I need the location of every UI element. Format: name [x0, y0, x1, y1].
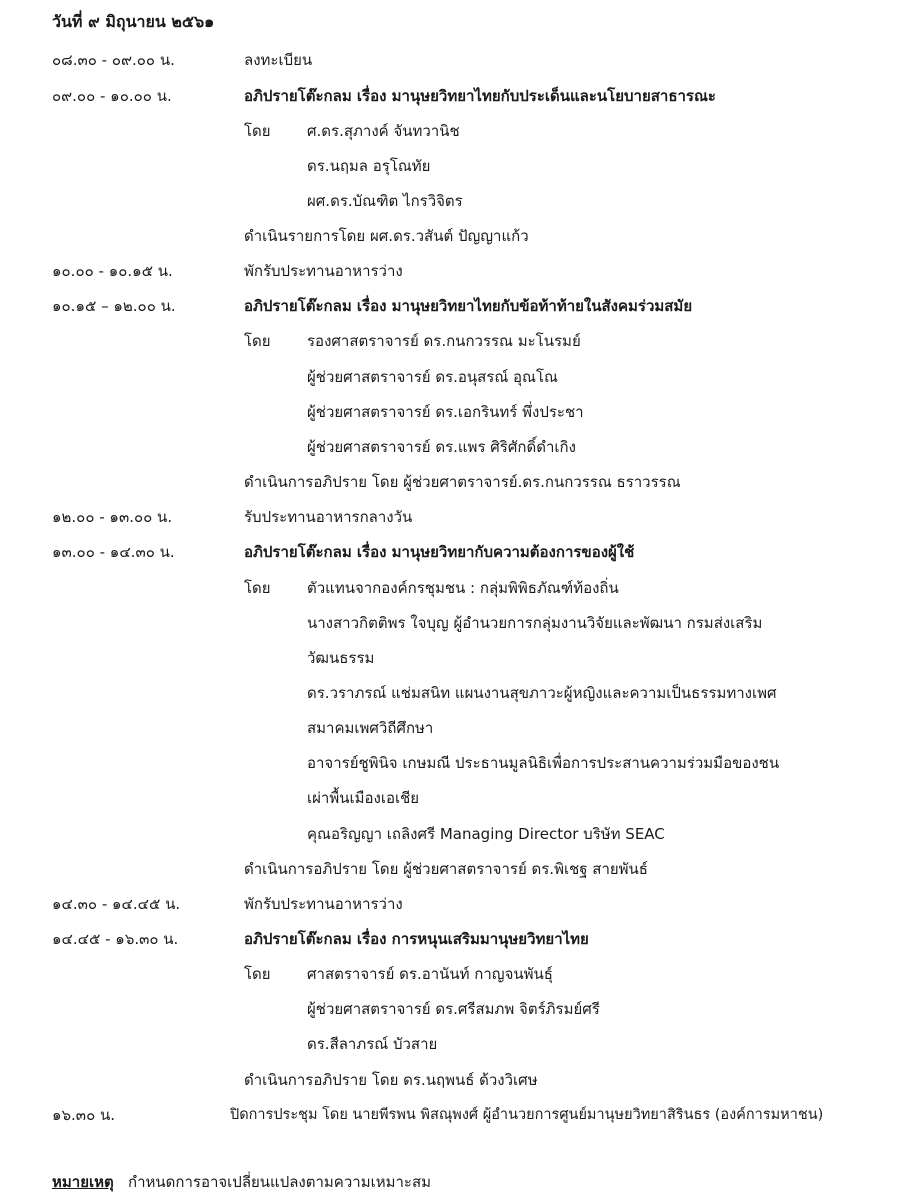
- schedule-date: วันที่ ๙ มิถุนายน ๒๕๖๑: [52, 12, 215, 31]
- moderator: ดำเนินการอภิปราย โดย ดร.นฤพนธ์ ด้วงวิเศษ: [244, 1071, 538, 1089]
- session-time: ๑๐.๑๕ – ๑๒.๐๐ น.: [52, 297, 176, 315]
- session-time: ๑๒.๐๐ - ๑๓.๐๐ น.: [52, 508, 173, 526]
- session-title: รับประทานอาหารกลางวัน: [244, 508, 413, 526]
- session-time: ๑๓.๐๐ - ๑๔.๓๐ น.: [52, 543, 175, 561]
- moderator: ดำเนินรายการโดย ผศ.ดร.วสันต์ ปัญญาแก้ว: [244, 227, 529, 245]
- speaker-line: วัฒนธรรม: [307, 649, 375, 667]
- speaker: ผศ.ดร.บัณฑิต ไกรวิจิตร: [307, 192, 463, 210]
- session-title: อภิปรายโต๊ะกลม เรื่อง มานุษยวิทยากับความต้องการของผู้ใช้: [244, 543, 635, 561]
- speaker: ดร.สีลาภรณ์ บัวสาย: [307, 1035, 438, 1053]
- speaker-line: ดร.วราภรณ์ แช่มสนิท แผนงานสุขภาวะผู้หญิงและความเป็นธรรมทางเพศ: [307, 684, 777, 702]
- session-title: ลงทะเบียน: [244, 51, 313, 69]
- session-title: พักรับประทานอาหารว่าง: [244, 895, 403, 913]
- speaker: ผู้ช่วยศาสตราจารย์ ดร.อนุสรณ์ อุณโณ: [307, 368, 558, 386]
- speaker: ผู้ช่วยศาสตราจารย์ ดร.เอกรินทร์ พึ่งประชา: [307, 403, 584, 421]
- speaker-line: เผ่าพื้นเมืองเอเชีย: [307, 789, 420, 807]
- speaker-line: คุณอริญญา เถลิงศรี Managing Director บริษัท SEAC: [307, 825, 665, 843]
- session-title: อภิปรายโต๊ะกลม เรื่อง การหนุนเสริมมานุษยวิทยาไทย: [244, 930, 589, 948]
- session-time: ๑๖.๓๐ น.: [52, 1106, 116, 1124]
- session-time: ๐๙.๐๐ - ๑๐.๐๐ น.: [52, 87, 172, 105]
- speaker-line: ตัวแทนจากองค์กรชุมชน : กลุ่มพิพิธภัณฑ์ท้องถิ่น: [307, 579, 619, 597]
- session-time: ๑๔.๔๕ - ๑๖.๓๐ น.: [52, 930, 179, 948]
- speaker-line: นางสาวกิตติพร ใจบุญ ผู้อำนวยการกลุ่มงานวิจัยและพัฒนา กรมส่งเสริม: [307, 614, 763, 632]
- moderator: ดำเนินการอภิปราย โดย ผู้ช่วยศาสตราจารย์ ดร.พิเชฐ สายพันธ์: [244, 860, 648, 878]
- note-text: กำหนดการอาจเปลี่ยนแปลงตามความเหมาะสม: [128, 1173, 432, 1191]
- session-title: อภิปรายโต๊ะกลม เรื่อง มานุษยวิทยาไทยกับข้อท้าท้ายในสังคมร่วมสมัย: [244, 297, 693, 315]
- speaker-line: สมาคมเพศวิถีศึกษา: [307, 719, 434, 737]
- by-label: โดย: [244, 332, 271, 350]
- session-time: ๐๘.๓๐ - ๐๙.๐๐ น.: [52, 51, 175, 69]
- speaker: ดร.นฤมล อรุโณทัย: [307, 157, 431, 175]
- session-time: ๑๐.๐๐ - ๑๐.๑๕ น.: [52, 262, 173, 280]
- speaker: ศาสตราจารย์ ดร.อานันท์ กาญจนพันธุ์: [307, 965, 553, 983]
- speaker: ผู้ช่วยศาสตราจารย์ ดร.ศรีสมภพ จิตร์ภิรมย์ศรี: [307, 1000, 600, 1018]
- speaker-line: อาจารย์ชูพินิจ เกษมณี ประธานมูลนิธิเพื่อการประสานความร่วมมือของชน: [307, 754, 780, 772]
- session-time: ๑๔.๓๐ - ๑๔.๔๕ น.: [52, 895, 181, 913]
- by-label: โดย: [244, 965, 271, 983]
- speaker: ผู้ช่วยศาสตราจารย์ ดร.แพร ศิริศักดิ์ดำเกิง: [307, 438, 576, 456]
- session-title: ปิดการประชุม โดย นายพีรพน พิสณุพงศ์ ผู้อำนวยการศูนย์มานุษยวิทยาสิรินธร (องค์การมหาชน): [230, 1107, 824, 1123]
- note-label: หมายเหตุ: [52, 1173, 114, 1191]
- speaker: รองศาสตราจารย์ ดร.กนกวรรณ มะโนรมย์: [307, 332, 581, 350]
- session-title: พักรับประทานอาหารว่าง: [244, 262, 403, 280]
- session-title: อภิปรายโต๊ะกลม เรื่อง มานุษยวิทยาไทยกับประเด็นและนโยบายสาธารณะ: [244, 87, 716, 105]
- speaker: ศ.ดร.สุภางค์ จันทวานิช: [307, 122, 460, 140]
- by-label: โดย: [244, 579, 271, 597]
- by-label: โดย: [244, 122, 271, 140]
- moderator: ดำเนินการอภิปราย โดย ผู้ช่วยศาตราจารย์.ดร.กนกวรรณ ธราวรรณ: [244, 473, 681, 491]
